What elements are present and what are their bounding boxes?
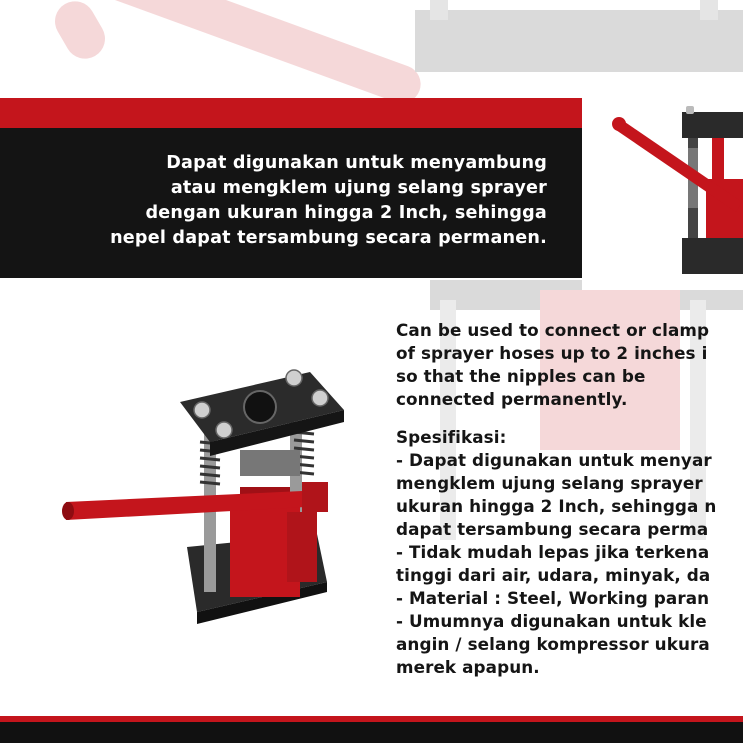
product-thumbnail <box>582 84 743 290</box>
headline-line: atau mengklem ujung selang sprayer <box>170 178 547 198</box>
spec-line: mengklem ujung selang sprayer <box>396 473 703 493</box>
spec-line: - Material : Steel, Working paran <box>396 588 710 608</box>
english-line: Can be used to connect or clamp <box>396 320 710 340</box>
spec-line: - Umumnya digunakan untuk kle <box>396 611 707 631</box>
headline-text <box>7 151 547 251</box>
english-line: of sprayer hoses up to 2 inches i <box>396 343 708 363</box>
english-line: connected permanently. <box>396 389 628 409</box>
spec-line: tinggi dari air, udara, minyak, da <box>396 565 711 585</box>
product-image <box>62 362 352 628</box>
spec-line: - Dapat digunakan untuk menyar <box>396 450 712 470</box>
description-block <box>396 319 743 679</box>
hose-crimper-thumbnail-icon <box>582 84 743 290</box>
headline-line: nepel dapat tersambung secara permanen. <box>110 228 547 248</box>
bottom-black-band <box>0 722 743 743</box>
headline-line: Dapat digunakan untuk menyambung <box>166 153 547 173</box>
headline-line: dengan ukuran hingga 2 Inch, sehingga <box>145 203 547 223</box>
spec-line: - Tidak mudah lepas jika terkena <box>396 542 710 562</box>
english-line: so that the nipples can be <box>396 366 646 386</box>
spec-line: angin / selang kompressor ukura <box>396 634 710 654</box>
spec-title: Spesifikasi: <box>396 427 507 447</box>
hose-crimper-icon <box>62 362 352 624</box>
spec-line: dapat tersambung secara perma <box>396 519 709 539</box>
spec-line: ukuran hingga 2 Inch, sehingga n <box>396 496 717 516</box>
spec-line: merek apapun. <box>396 657 540 677</box>
